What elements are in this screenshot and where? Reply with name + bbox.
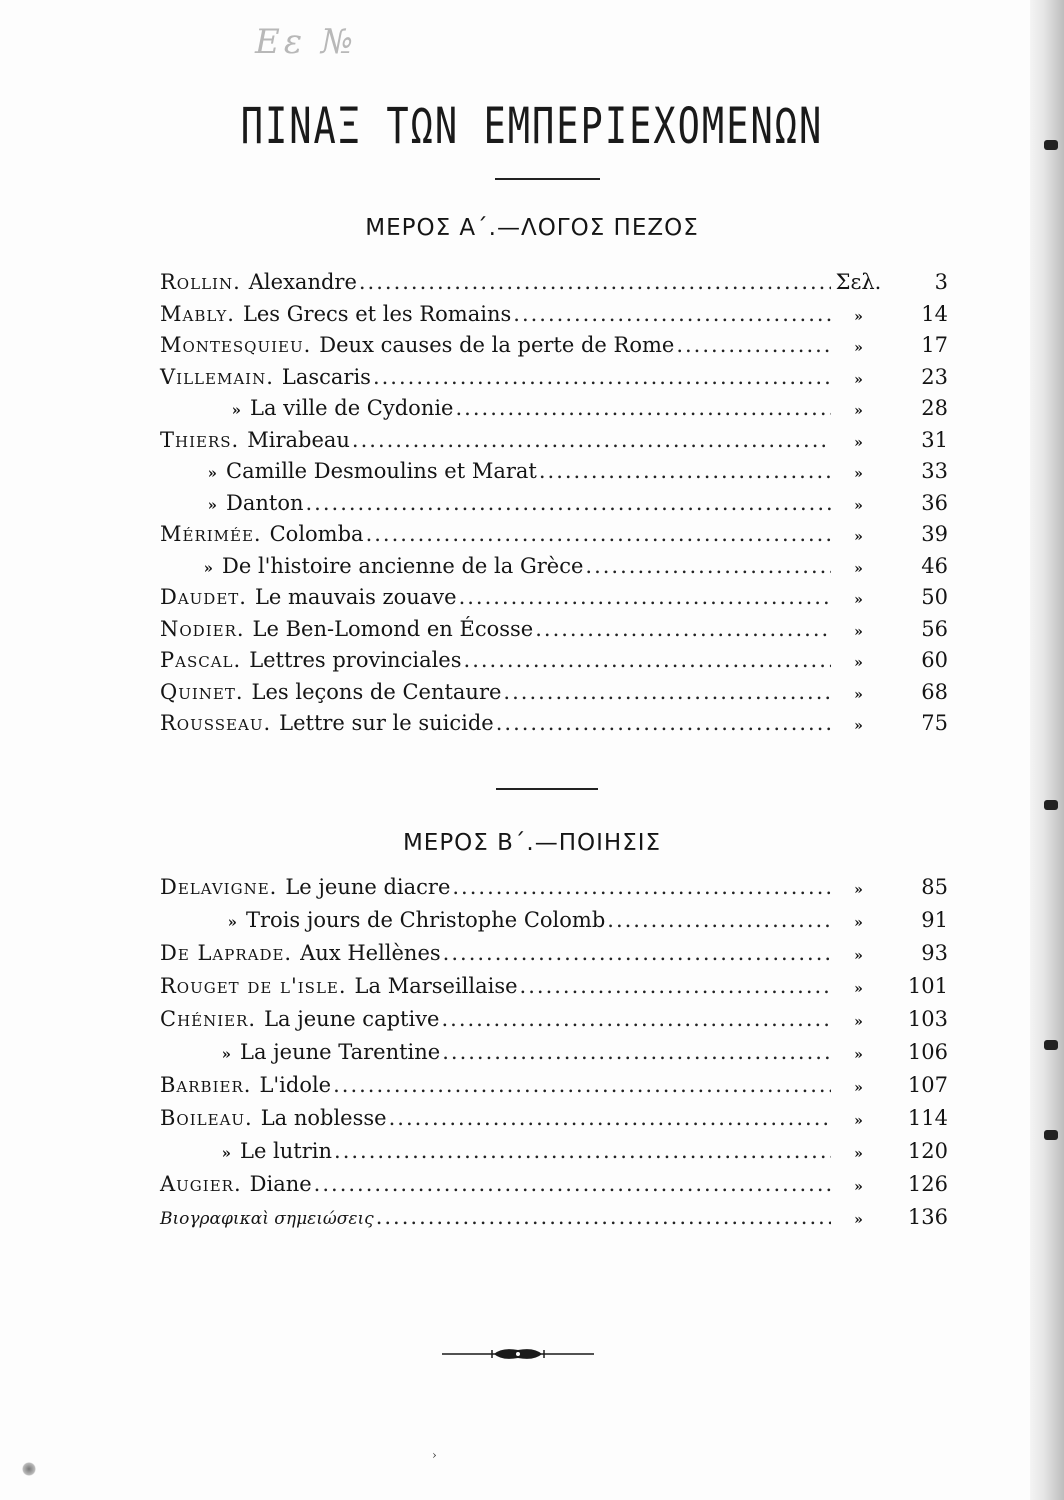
leader-dots — [459, 585, 831, 609]
toc-page-number: 103 — [907, 1007, 948, 1031]
toc-entry — [160, 941, 948, 974]
leader-dots — [333, 1073, 831, 1097]
toc-work-title: Le lutrin — [240, 1139, 333, 1163]
toc-entry — [160, 396, 948, 428]
toc-entry — [160, 1106, 948, 1139]
toc-work-title: Diane — [249, 1172, 312, 1196]
toc-entry — [160, 1172, 948, 1205]
toc-page-number: 120 — [907, 1139, 948, 1163]
leader-dots — [441, 1007, 831, 1031]
toc-entry — [160, 365, 948, 397]
leader-dots — [513, 302, 831, 326]
part-b-heading: ΜΕΡΟΣ Β΄.—ΠΟΙΗΣΙΣ — [402, 830, 662, 856]
leader-dots — [535, 617, 831, 641]
toc-page-label: » — [854, 1047, 863, 1063]
toc-author: » — [221, 1045, 232, 1063]
toc-work-title: Colomba — [269, 522, 364, 546]
toc-author: Mérimée. — [160, 522, 262, 546]
toc-author: » — [231, 401, 242, 419]
toc-author: Mably. — [160, 301, 235, 326]
toc-author: » — [221, 1144, 232, 1162]
toc-page-label: » — [854, 1113, 863, 1129]
toc-entry — [160, 1040, 948, 1073]
title-rule — [495, 178, 600, 180]
toc-page-label: » — [854, 686, 863, 703]
toc-page-number: 85 — [921, 875, 948, 899]
toc-page-label: » — [854, 623, 863, 640]
toc-page-number: 39 — [921, 522, 948, 546]
edge-mark — [1044, 800, 1058, 810]
leader-dots — [464, 648, 831, 672]
corner-stain — [22, 1462, 36, 1476]
toc-author: Chénier. — [160, 1007, 257, 1031]
toc-page-number: 14 — [921, 301, 948, 326]
leader-dots — [314, 1172, 831, 1196]
toc-author: Boileau. — [160, 1106, 253, 1130]
handwritten-note: Eε № — [255, 22, 358, 62]
leader-dots — [442, 1040, 831, 1064]
toc-author: Villemain. — [160, 364, 274, 389]
toc-page-label: Σελ. — [835, 270, 882, 294]
toc-page-label: » — [854, 529, 863, 545]
toc-entry — [160, 974, 948, 1007]
toc-work-title: La ville de Cydonie — [250, 396, 454, 420]
leader-dots — [306, 491, 832, 515]
toc-work-title: Trois jours de Christophe Colomb — [246, 908, 606, 932]
part-a-heading: ΜΕΡΟΣ Α΄.—ΛΟΓΟΣ ΠΕΖΟΣ — [365, 215, 699, 241]
toc-page-label: » — [854, 981, 863, 997]
toc-work-title: Le mauvais zouave — [254, 585, 457, 609]
toc-author: Rouget de l'isle. — [160, 974, 347, 998]
toc-entry — [160, 333, 948, 365]
leader-dots — [352, 428, 831, 452]
leader-dots — [496, 711, 831, 735]
toc-page-label: » — [854, 1014, 863, 1030]
toc-author: Quinet. — [160, 679, 244, 704]
toc-page-label: » — [854, 1146, 863, 1162]
toc-author: » — [203, 558, 214, 577]
toc-entry — [160, 1139, 948, 1172]
toc-entry — [160, 554, 948, 586]
toc-author: Pascal. — [160, 648, 242, 672]
toc-page-label: » — [854, 915, 863, 931]
toc-page-label: » — [854, 655, 863, 671]
toc-page-number: 3 — [934, 270, 948, 294]
toc-work-title: Les leçons de Centaure — [251, 679, 502, 704]
toc-entry — [160, 648, 948, 680]
toc-entry — [160, 459, 948, 491]
toc-page-number: 56 — [921, 616, 948, 641]
toc-entry — [160, 1007, 948, 1040]
leader-dots — [373, 365, 831, 389]
toc-entry — [160, 1073, 948, 1106]
toc-page-number: 101 — [907, 974, 948, 998]
toc-author: Barbier. — [160, 1073, 252, 1097]
toc-entry — [160, 302, 948, 334]
toc-page-number: 106 — [907, 1040, 948, 1064]
toc-page-label: » — [854, 497, 863, 514]
toc-work-title: Le jeune diacre — [285, 875, 451, 899]
toc-work-title: Mirabeau — [247, 427, 350, 452]
toc-page-number: 36 — [921, 490, 948, 515]
toc-entry — [160, 270, 948, 302]
toc-page-number: 91 — [921, 908, 948, 932]
toc-page-label: » — [854, 403, 863, 419]
toc-page-label: » — [854, 340, 863, 356]
toc-entry — [160, 680, 948, 712]
toc-page-label: » — [854, 948, 863, 964]
toc-author: Rousseau. — [160, 711, 272, 735]
section-divider — [496, 788, 598, 790]
page-title: ΠΙΝΑΞ ΤΩΝ ΕΜΠΕΡΙΕΧΟΜΕΝΩΝ — [240, 97, 824, 156]
toc-entry — [160, 908, 948, 941]
toc-page-number: 136 — [907, 1205, 948, 1229]
toc-page-number: 50 — [921, 585, 948, 609]
toc-entry — [160, 875, 948, 908]
leader-dots — [376, 1205, 831, 1229]
toc-page-number: 93 — [921, 941, 948, 965]
toc-entry — [160, 491, 948, 523]
toc-author: Delavigne. — [160, 875, 278, 899]
leader-dots — [452, 875, 831, 899]
toc-entry — [160, 522, 948, 554]
toc-work-title: Lascaris — [281, 364, 371, 389]
toc-page-label: » — [854, 434, 863, 451]
toc-entry — [160, 617, 948, 649]
toc-page-label: » — [854, 560, 863, 577]
leader-dots — [676, 333, 831, 357]
foot-mark: › — [432, 1448, 437, 1462]
toc-page-number: 107 — [907, 1073, 948, 1097]
toc-work-title: Le Ben-Lomond en Écosse — [252, 616, 534, 641]
toc-entry — [160, 585, 948, 617]
toc-page-label: » — [854, 1212, 863, 1228]
toc-page-number: 28 — [921, 396, 948, 420]
toc-work-title: Lettres provinciales — [249, 648, 462, 672]
leader-dots — [539, 459, 831, 483]
toc-work-title: Camille Desmoulins et Marat — [226, 459, 537, 483]
toc-page-label: » — [854, 1080, 863, 1096]
toc-author: De Laprade. — [160, 941, 293, 965]
toc-page-number: 46 — [921, 553, 948, 578]
toc-author: Nodier. — [160, 616, 245, 641]
part-b-list — [160, 875, 948, 1238]
toc-entry — [160, 711, 948, 743]
toc-page-number: 75 — [921, 711, 948, 735]
leader-dots — [334, 1139, 831, 1163]
toc-work-title: De l'histoire ancienne de la Grèce — [222, 553, 584, 578]
leader-dots — [503, 680, 831, 704]
leader-dots — [443, 941, 831, 965]
toc-page-number: 114 — [907, 1106, 948, 1130]
toc-entry — [160, 1205, 948, 1238]
toc-page-label: » — [854, 718, 863, 734]
toc-work-title: Deux causes de la perte de Rome — [319, 333, 675, 357]
leader-dots — [520, 974, 831, 998]
toc-author: » — [207, 464, 218, 482]
toc-page-number: 68 — [921, 679, 948, 704]
leader-dots — [607, 908, 831, 932]
toc-page-number: 60 — [921, 648, 948, 672]
toc-work-title: Βιογραφικαὶ σημειώσεις — [160, 1209, 374, 1229]
toc-work-title: La Marseillaise — [354, 974, 518, 998]
edge-mark — [1044, 1040, 1058, 1050]
leader-dots — [359, 270, 831, 294]
toc-page-number: 31 — [921, 427, 948, 452]
edge-mark — [1044, 1130, 1058, 1140]
toc-page-label: » — [854, 592, 863, 608]
toc-author: Augier. — [160, 1172, 242, 1196]
toc-page-label: » — [854, 371, 863, 388]
toc-author: Thiers. — [160, 427, 240, 452]
toc-author: » — [207, 495, 218, 514]
toc-page-label: » — [854, 308, 863, 325]
leader-dots — [456, 396, 832, 420]
toc-page-number: 17 — [921, 333, 948, 357]
toc-page-label: » — [854, 466, 863, 482]
leader-dots — [585, 554, 831, 578]
part-a-list — [160, 270, 948, 743]
toc-work-title: La jeune captive — [264, 1007, 440, 1031]
toc-author: Montesquieu. — [160, 333, 312, 357]
toc-page-number: 126 — [907, 1172, 948, 1196]
leader-dots — [366, 522, 831, 546]
toc-work-title: La noblesse — [260, 1106, 387, 1130]
toc-work-title: Les Grecs et les Romains — [242, 301, 512, 326]
toc-entry — [160, 428, 948, 460]
ornament-flourish — [442, 1344, 594, 1364]
leader-dots — [389, 1106, 831, 1130]
toc-page-number: 33 — [921, 459, 948, 483]
toc-page-label: » — [854, 882, 863, 898]
toc-work-title: La jeune Tarentine — [240, 1040, 441, 1064]
toc-author: Rollin. — [160, 270, 241, 294]
toc-work-title: Alexandre — [248, 270, 357, 294]
toc-work-title: Aux Hellènes — [300, 941, 441, 965]
toc-work-title: Lettre sur le suicide — [279, 711, 494, 735]
toc-work-title: L'idole — [259, 1073, 332, 1097]
toc-page-label: » — [854, 1179, 863, 1195]
toc-work-title: Danton — [226, 490, 304, 515]
toc-author: » — [227, 913, 238, 931]
toc-author: Daudet. — [160, 585, 247, 609]
toc-page-number: 23 — [921, 364, 948, 389]
